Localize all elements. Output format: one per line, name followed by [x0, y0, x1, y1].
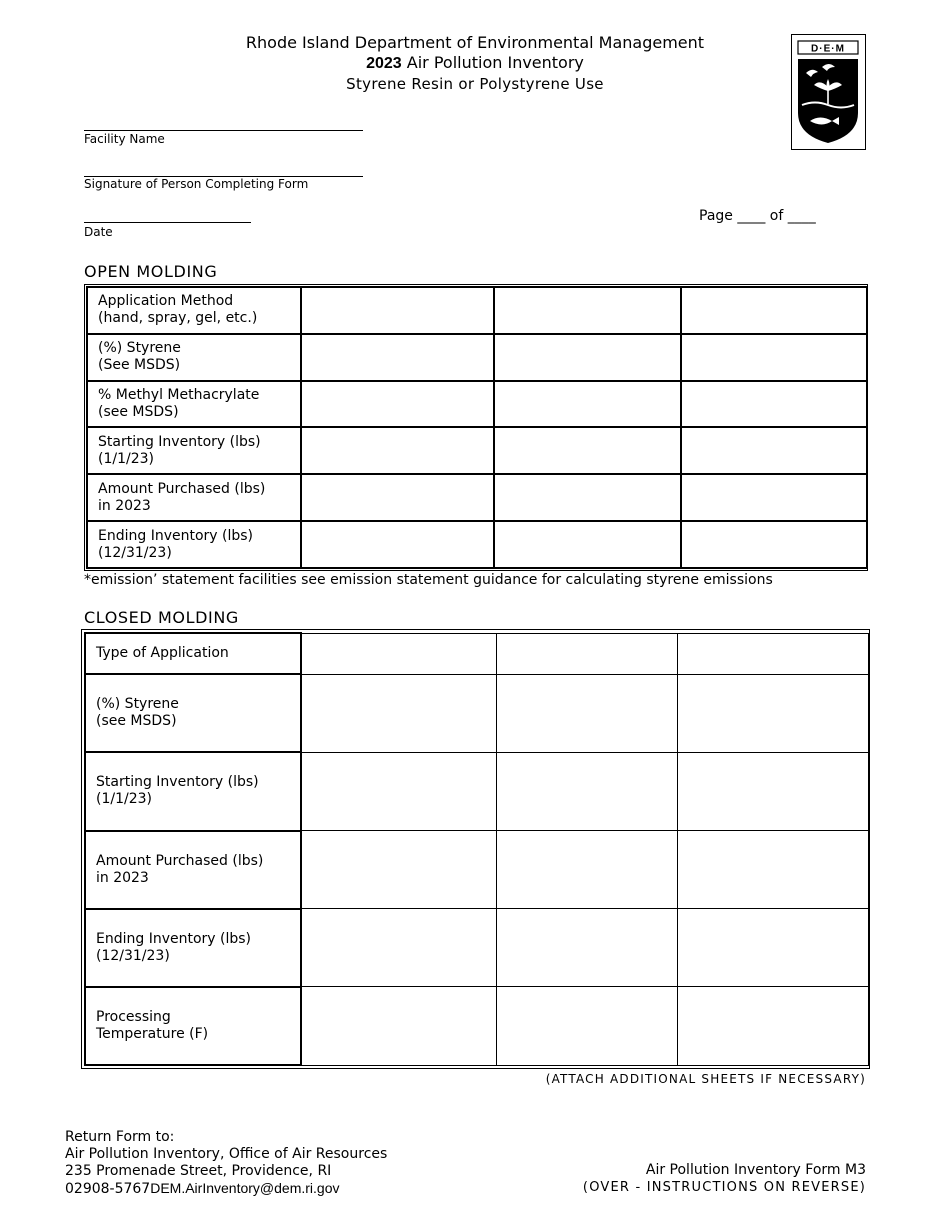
signature-label: Signature of Person Completing Form [84, 177, 309, 191]
return-label: Return Form to: [65, 1129, 175, 1145]
row-label-line2: (1/1/23) [96, 791, 152, 808]
entry-cell[interactable] [496, 909, 677, 987]
row-label-line2: (hand, spray, gel, etc.) [98, 310, 258, 327]
table-row [85, 831, 868, 909]
table-row [87, 334, 867, 381]
row-label-line2: (See MSDS) [98, 357, 181, 374]
table-row [87, 521, 867, 568]
entry-cell[interactable] [677, 831, 868, 909]
entry-cell[interactable] [677, 909, 868, 987]
row-label-line2: in 2023 [96, 869, 149, 886]
entry-cell[interactable] [301, 287, 494, 334]
row-label-line1: (%) Styrene [98, 340, 181, 357]
entry-cell[interactable] [681, 287, 867, 334]
return-zip-email [65, 1180, 387, 1198]
entry-cell[interactable] [301, 474, 494, 521]
entry-cell[interactable] [494, 521, 681, 568]
entry-cell[interactable] [494, 427, 681, 474]
entry-cell[interactable] [494, 381, 681, 428]
entry-cell[interactable] [301, 521, 494, 568]
dem-logo [791, 34, 866, 150]
row-label-line2: in 2023 [98, 497, 151, 514]
inventory-year: 2023 [366, 55, 402, 72]
row-label-line1: Type of Application [96, 645, 229, 662]
table-row [85, 633, 868, 674]
entry-cell[interactable] [301, 381, 494, 428]
entry-cell[interactable] [301, 674, 496, 752]
entry-cell[interactable] [301, 633, 496, 674]
table-row [85, 752, 868, 830]
entry-cell[interactable] [677, 987, 868, 1065]
entry-cell[interactable] [677, 633, 868, 674]
entry-cell[interactable] [301, 987, 496, 1065]
form-name: Air Pollution Inventory Form M3 [645, 1162, 866, 1178]
row-label [87, 287, 301, 334]
row-label-line2: (see MSDS) [98, 404, 179, 421]
row-label [85, 909, 301, 987]
emission-note: *emission’ statement facilities see emission statement guidance for calculating styrene emissions [84, 572, 773, 588]
row-label-line1: Amount Purchased (lbs) [98, 480, 266, 497]
table-row [85, 987, 868, 1065]
dem-seal-icon [792, 35, 864, 148]
row-label [85, 633, 301, 674]
entry-cell[interactable] [496, 633, 677, 674]
row-label-line2: (1/1/23) [98, 450, 154, 467]
return-zip: 02908-5767 [65, 1181, 151, 1197]
entry-cell[interactable] [681, 521, 867, 568]
entry-cell[interactable] [494, 287, 681, 334]
row-label [87, 474, 301, 521]
attach-sheets-note: (ATTACH ADDITIONAL SHEETS IF NECESSARY) [545, 1072, 866, 1086]
entry-cell[interactable] [301, 909, 496, 987]
facility-name-label: Facility Name [84, 132, 165, 146]
return-email[interactable]: DEM.AirInventory@dem.ri.gov [150, 1180, 340, 1196]
entry-cell[interactable] [301, 831, 496, 909]
row-label-line1: Starting Inventory (lbs) [96, 774, 259, 791]
row-label [87, 427, 301, 474]
department-name: Rhode Island Department of Environmental Management [245, 33, 705, 52]
row-label-line1: % Methyl Methacrylate [98, 387, 260, 404]
row-label [85, 752, 301, 830]
logo-text: D·E·M [811, 43, 845, 55]
entry-cell[interactable] [677, 674, 868, 752]
row-label-line1: Application Method [98, 293, 234, 310]
table-row [87, 427, 867, 474]
entry-cell[interactable] [681, 334, 867, 381]
entry-cell[interactable] [681, 474, 867, 521]
entry-cell[interactable] [301, 752, 496, 830]
form-subject: Styrene Resin or Polystyrene Use [346, 75, 604, 93]
table-row [87, 381, 867, 428]
form-identifier [583, 1162, 866, 1196]
row-label [85, 674, 301, 752]
row-label-line2: (see MSDS) [96, 713, 177, 730]
date-label: Date [84, 225, 113, 239]
entry-cell[interactable] [494, 334, 681, 381]
table-row [87, 474, 867, 521]
table-row [87, 287, 867, 334]
entry-cell[interactable] [496, 752, 677, 830]
row-label [87, 521, 301, 568]
page-number-field[interactable]: Page ____ of ____ [699, 208, 816, 224]
table-row [85, 909, 868, 987]
entry-cell[interactable] [681, 427, 867, 474]
entry-cell[interactable] [301, 334, 494, 381]
row-label-line1: (%) Styrene [96, 696, 179, 713]
row-label-line2: Temperature (F) [96, 1025, 209, 1042]
entry-cell[interactable] [496, 674, 677, 752]
date-line[interactable] [84, 222, 251, 223]
return-office: Air Pollution Inventory, Office of Air Resources [65, 1146, 388, 1162]
row-label [85, 987, 301, 1065]
closed-molding-table [84, 632, 869, 1066]
row-label [87, 381, 301, 428]
row-label [87, 334, 301, 381]
table-row [85, 674, 868, 752]
over-note: (OVER - INSTRUCTIONS ON REVERSE) [582, 1180, 866, 1195]
inventory-title-text: Air Pollution Inventory [406, 53, 584, 72]
inventory-title [180, 53, 770, 74]
entry-cell[interactable] [677, 752, 868, 830]
row-label-line1: Processing [96, 1008, 171, 1025]
return-address [65, 1129, 387, 1198]
entry-cell[interactable] [496, 987, 677, 1065]
row-label-line1: Starting Inventory (lbs) [98, 433, 261, 450]
open-molding-title: OPEN MOLDING [84, 262, 218, 281]
entry-cell[interactable] [301, 427, 494, 474]
row-label-line2: (12/31/23) [98, 544, 172, 561]
closed-molding-title: CLOSED MOLDING [84, 608, 239, 627]
open-molding-table [86, 286, 868, 569]
row-label-line1: Amount Purchased (lbs) [96, 852, 264, 869]
row-label-line2: (12/31/23) [96, 947, 170, 964]
row-label-line1: Ending Inventory (lbs) [96, 930, 252, 947]
row-label [85, 831, 301, 909]
facility-name-line[interactable] [84, 130, 363, 131]
entry-cell[interactable] [494, 474, 681, 521]
row-label-line1: Ending Inventory (lbs) [98, 527, 254, 544]
return-street: 235 Promenade Street, Providence, RI [65, 1163, 332, 1179]
page-header [180, 33, 770, 94]
entry-cell[interactable] [496, 831, 677, 909]
entry-cell[interactable] [681, 381, 867, 428]
